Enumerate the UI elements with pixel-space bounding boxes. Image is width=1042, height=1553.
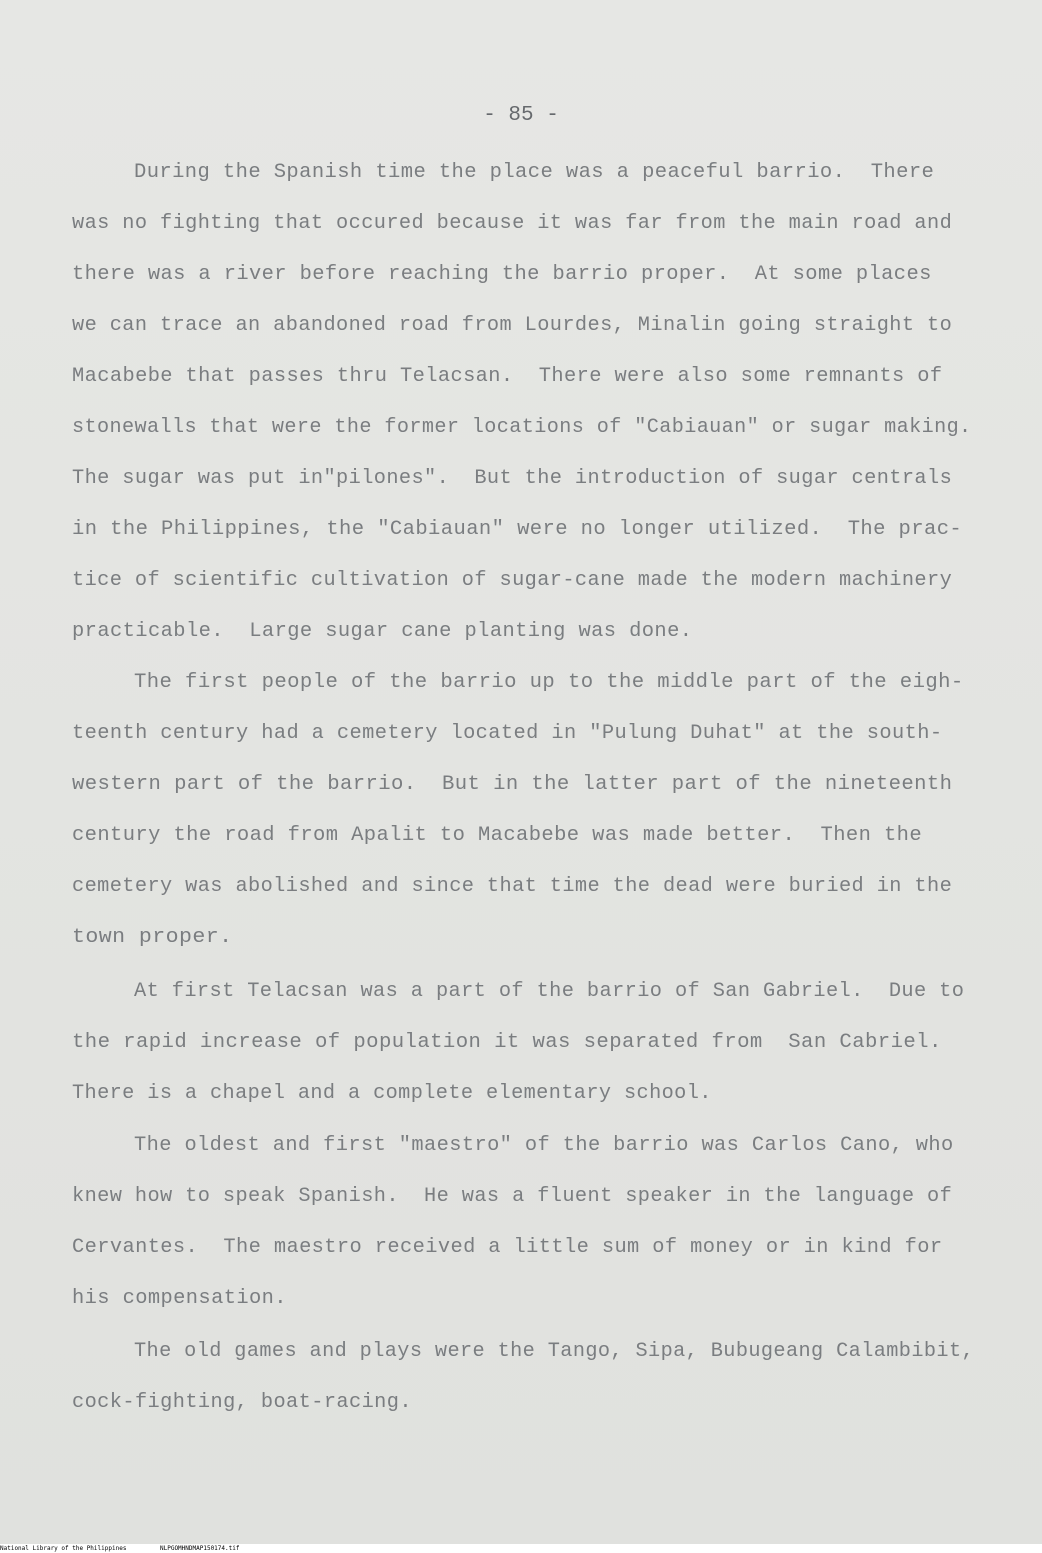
text-line: At first Telacsan was a part of the barrio of San Gabriel. Due to <box>134 980 965 1003</box>
text-line: century the road from Apalit to Macabebe was made better. Then the <box>72 824 923 847</box>
text-line: knew how to speak Spanish. He was a fluent speaker in the language of <box>72 1185 953 1208</box>
text-line: During the Spanish time the place was a peaceful barrio. There <box>134 161 935 184</box>
text-line: there was a river before reaching the barrio proper. At some places <box>72 263 932 286</box>
text-line: stonewalls that were the former locations of "Cabiauan" or sugar making. <box>72 416 972 439</box>
text-line: cemetery was abolished and since that time the dead were buried in the <box>72 875 953 898</box>
text-line: we can trace an abandoned road from Lourdes, Minalin going straight to <box>72 314 953 337</box>
text-line: western part of the barrio. But in the latter part of the nineteenth <box>72 773 953 796</box>
footer-filename: NLPGOMHNDMAP150174.tif <box>160 1545 240 1552</box>
text-line: teenth century had a cemetery located in "Pulung Duhat" at the south- <box>72 722 943 745</box>
text-line: Cervantes. The maestro received a little sum of money or in kind for <box>72 1236 943 1259</box>
text-line: his compensation. <box>72 1287 287 1310</box>
text-line: tice of scientific cultivation of sugar-cane made the modern machinery <box>72 569 953 592</box>
text-line: The first people of the barrio up to the middle part of the eigh- <box>134 671 964 694</box>
text-line: cock-fighting, boat-racing. <box>72 1391 412 1414</box>
footer-source: National Library of the Philippines <box>0 1545 127 1552</box>
text-line: The sugar was put in"pilones". But the introduction of sugar centrals <box>72 467 953 490</box>
text-line: There is a chapel and a complete elementary school. <box>72 1082 712 1105</box>
text-line: town proper. <box>72 926 233 949</box>
page-number: - 85 - <box>483 104 559 127</box>
text-line: The old games and plays were the Tango, Sipa, Bubugeang Calambibit, <box>134 1340 975 1363</box>
text-line: in the Philippines, the "Cabiauan" were no longer utilized. The prac- <box>72 518 963 541</box>
scan-footer <box>0 1544 1042 1553</box>
text-line: the rapid increase of population it was separated from San Cabriel. <box>72 1031 942 1054</box>
text-line: The oldest and first "maestro" of the barrio was Carlos Cano, who <box>134 1134 954 1157</box>
text-line: practicable. Large sugar cane planting was done. <box>72 620 693 643</box>
text-line: was no fighting that occured because it was far from the main road and <box>72 212 953 235</box>
text-line: Macabebe that passes thru Telacsan. There were also some remnants of <box>72 365 943 388</box>
